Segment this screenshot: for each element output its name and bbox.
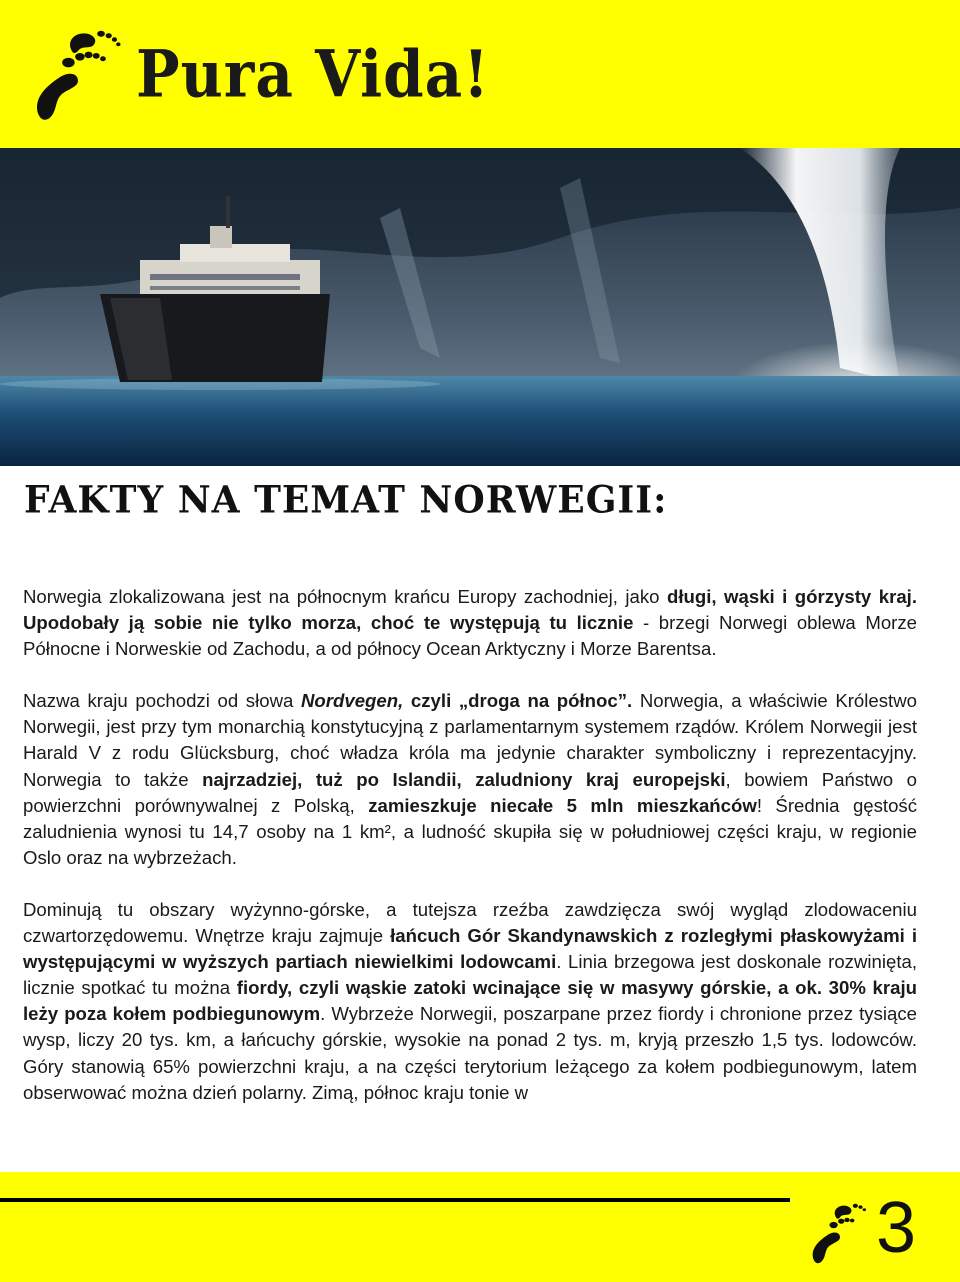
- page-number: 3: [876, 1188, 917, 1268]
- text-run: zamieszkuje niecałe 5 mln mieszkańców: [368, 794, 757, 816]
- footer-divider: [0, 1198, 790, 1202]
- section-title: FAKTY NA TEMAT NORWEGII:: [24, 478, 668, 523]
- article-body: [23, 584, 917, 1170]
- text-run: Upodobały ją sobie nie tylko morza, choć te występują tu licznie: [23, 612, 634, 634]
- header-bar: [0, 0, 960, 148]
- brand-title: Pura Vida!: [136, 36, 490, 113]
- text-run: najrzadziej, tuż po Islandii, zaludniony kraj europejski: [202, 768, 726, 790]
- text-run: ! Średnia gęstość zaludnienia wynosi tu 14,7 osoby na 1 km², a ludność skupiła się w południowej części kraju, w regionie Oslo oraz na wybrzeżach.: [23, 794, 917, 868]
- paragraph: [23, 897, 917, 1106]
- text-run: czyli „droga na północ”.: [403, 690, 633, 712]
- text-run: Dominują tu obszary wyżynno-górske, a tutejsza rzeźba zawdzięcza swój wygląd zlodowaceniu czwartorzędowemu. Wnętrze kraju zajmuje: [23, 898, 917, 947]
- text-run: Norwegia zlokalizowana jest na północnym krańcu Europy zachodniej, jako: [23, 586, 667, 607]
- text-run: fiordy, czyli wąskie zatoki wcinające się w masywy górskie, a ok. 30% kraju leży poza kołem podbiegunowym: [23, 977, 917, 1025]
- text-run: łańcuch Gór Skandynawskich z rozległymi płaskowyżami i występującymi w wyższych partiach niewielkimi lodowcami: [23, 925, 917, 973]
- text-run: Norwegia, a właściwie Królestwo Norwegii, jest przy tym monarchią konstytucyjną z parlamentarnym systemem rządów. Królem Norwegii jest Harald V z rodu Glücksburg, choć władza króla ma jedynie charakter symboliczny i reprezentacyjny. Norwegia to także: [23, 690, 917, 790]
- text-run: , bowiem Państwo o powierzchni porównywalnej z Polską,: [23, 768, 917, 816]
- text-run: Nazwa kraju pochodzi od słowa: [23, 690, 301, 712]
- ferry-fjord-waterfall-photo: [0, 148, 960, 466]
- text-run: długi, wąski i górzysty kraj.: [667, 586, 917, 607]
- text-run: Nordvegen,: [300, 690, 404, 712]
- paragraph: [23, 688, 917, 871]
- footprints-icon: [30, 28, 126, 124]
- footprints-icon: [808, 1202, 872, 1266]
- text-run: . Linia brzegowa jest doskonale rozwinięta, licznie spotkać tu można: [23, 951, 917, 999]
- text-run: - brzegi Norwegi oblewa Morze Północne i Norweskie od Zachodu, a od północy Ocean Arktyczny i Morze Barentsa.: [23, 612, 917, 660]
- paragraph: [23, 584, 917, 662]
- text-run: . Wybrzeże Norwegii, poszarpane przez fiordy i chronione przez tysiące wysp, liczy 20 tys. km, a łańcuchy górskie, wysokie na ponad 2 tys. m, kryją przeszło 1,5 tys. lodowców. Góry stanowią 65% powierzchni kraju, a na części terytorium leżącego za kołem podbiegunowym, latem obserwować można dzień polarny. Zimą, północ kraju tonie w: [23, 1003, 917, 1103]
- footer-bar: [0, 1172, 960, 1282]
